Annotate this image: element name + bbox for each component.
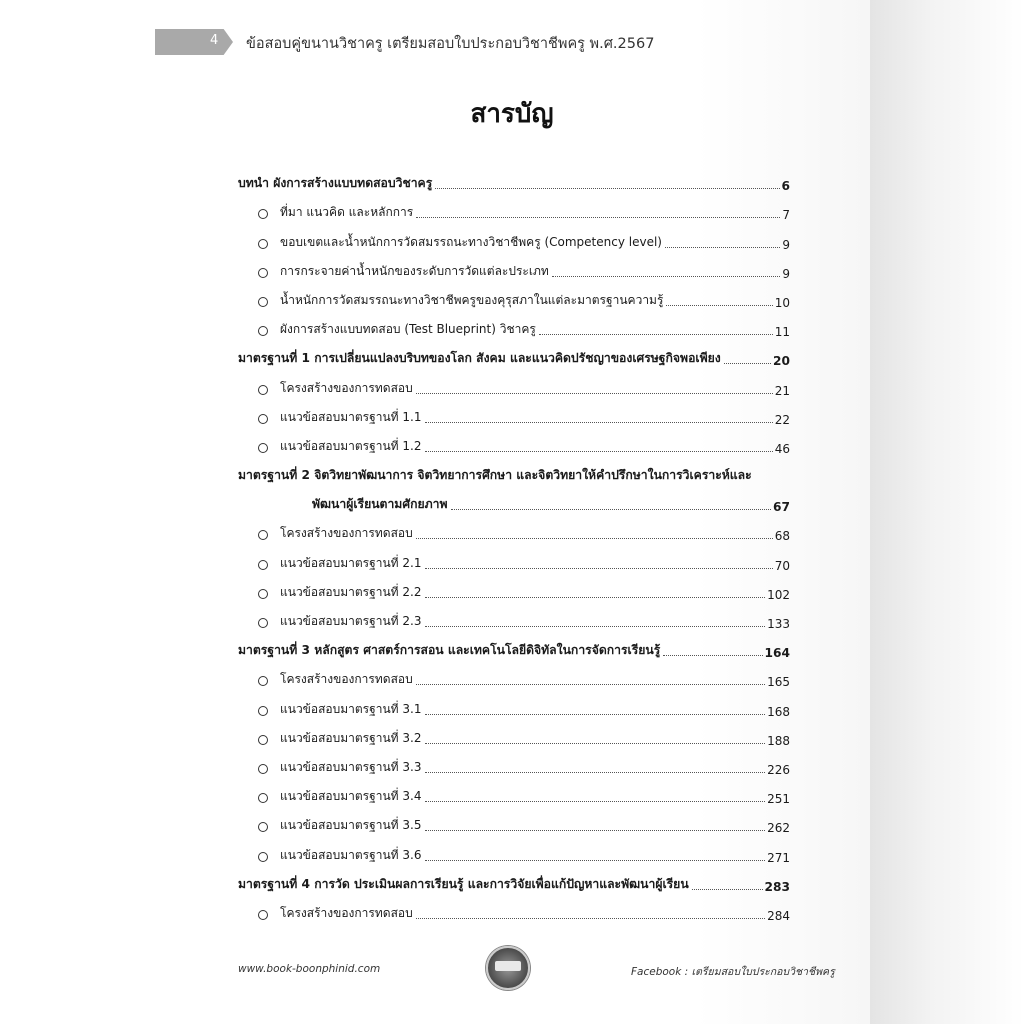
dot-leader	[425, 830, 766, 831]
footer-website: www.book-boonphinid.com	[238, 963, 381, 975]
toc-entry-page: 164	[764, 646, 790, 661]
circle-bullet-icon	[258, 239, 268, 249]
dot-leader	[665, 247, 780, 248]
dot-leader	[416, 217, 780, 218]
dot-leader	[425, 860, 766, 861]
toc-entry	[238, 485, 790, 514]
toc-entry-label: แนวข้อสอบมาตรฐานที่ 1.1	[280, 409, 422, 424]
toc-entry	[238, 339, 790, 368]
circle-bullet-icon	[258, 764, 268, 774]
circle-bullet-icon	[258, 209, 268, 219]
toc-entry-label: บทนำ ผังการสร้างแบบทดสอบวิชาครู	[238, 176, 433, 191]
toc-entry-label: ผังการสร้างแบบทดสอบ (Test Blueprint) วิชาครู	[280, 322, 536, 337]
dot-leader	[539, 334, 773, 335]
toc-entry	[238, 573, 790, 602]
toc-title: สารบัญ	[470, 99, 554, 129]
circle-bullet-icon	[258, 910, 268, 920]
toc-entry-label: ที่มา แนวคิด และหลักการ	[280, 205, 414, 220]
toc-entry-label: แนวข้อสอบมาตรฐานที่ 1.2	[280, 438, 422, 453]
circle-bullet-icon	[258, 326, 268, 336]
toc-entry	[238, 806, 790, 835]
toc-entry	[238, 894, 790, 923]
dot-leader	[416, 918, 765, 919]
toc-entry-page: 262	[767, 821, 790, 836]
dot-leader	[425, 597, 766, 598]
toc-entry-page: 68	[774, 529, 790, 544]
toc-entry-label: มาตรฐานที่ 2 จิตวิทยาพัฒนาการ จิตวิทยาการศึกษา และจิตวิทยาให้คำปรึกษาในการวิเคราะห์และ	[238, 468, 752, 483]
toc-entry	[238, 514, 790, 543]
toc-entry-page: 9	[782, 266, 790, 281]
dot-leader	[416, 393, 773, 394]
toc-entry-label: โครงสร้างของการทดสอบ	[280, 526, 413, 541]
toc-entry	[238, 543, 790, 572]
circle-bullet-icon	[258, 618, 268, 628]
circle-bullet-icon	[258, 443, 268, 453]
circle-bullet-icon	[258, 793, 268, 803]
toc-entry	[238, 748, 790, 777]
dot-leader	[425, 451, 773, 452]
toc-entry-page: 11	[774, 325, 790, 340]
header-page-number: 4	[210, 33, 219, 48]
circle-bullet-icon	[258, 706, 268, 716]
circle-bullet-icon	[258, 268, 268, 278]
toc-entry-page: 226	[767, 762, 790, 777]
toc-entry-page: 10	[774, 295, 790, 310]
toc-entry	[238, 777, 790, 806]
toc-entry	[238, 222, 790, 251]
toc-entry	[238, 865, 790, 894]
seal-banner	[495, 961, 521, 971]
toc-entry-page: 22	[774, 412, 790, 427]
toc-entry	[238, 660, 790, 689]
dot-leader	[692, 889, 763, 890]
circle-bullet-icon	[258, 297, 268, 307]
toc-entry	[238, 602, 790, 631]
circle-bullet-icon	[258, 414, 268, 424]
dot-leader	[451, 509, 772, 510]
dot-leader	[425, 626, 766, 627]
toc-entry	[238, 398, 790, 427]
toc-entry	[238, 835, 790, 864]
toc-entry-label: แนวข้อสอบมาตรฐานที่ 3.6	[280, 847, 422, 862]
dot-leader	[724, 363, 771, 364]
toc-entry	[238, 252, 790, 281]
circle-bullet-icon	[258, 589, 268, 599]
toc-entry-page: 188	[767, 733, 790, 748]
toc-entry-label: แนวข้อสอบมาตรฐานที่ 3.5	[280, 818, 422, 833]
footer-facebook: Facebook : เตรียมสอบใบประกอบวิชาชีพครู	[631, 966, 835, 978]
circle-bullet-icon	[258, 852, 268, 862]
dot-leader	[663, 655, 762, 656]
circle-bullet-icon	[258, 676, 268, 686]
publisher-seal-icon	[486, 946, 530, 990]
toc-entry-label: แนวข้อสอบมาตรฐานที่ 2.2	[280, 584, 422, 599]
header-running-title: ข้อสอบคู่ขนานวิชาครู เตรียมสอบใบประกอบวิชาชีพครู พ.ศ.2567	[246, 36, 655, 52]
toc-entry	[238, 456, 790, 485]
toc-entry	[238, 164, 790, 193]
toc-entry-page: 7	[782, 208, 790, 223]
toc-entry	[238, 310, 790, 339]
dot-leader	[666, 305, 772, 306]
circle-bullet-icon	[258, 822, 268, 832]
toc-entry-label: แนวข้อสอบมาตรฐานที่ 2.1	[280, 555, 422, 570]
toc-entry-page: 21	[774, 383, 790, 398]
toc-entry-label: การกระจายค่าน้ำหนักของระดับการวัดแต่ละประเภท	[280, 263, 549, 278]
toc-entry-label: โครงสร้างของการทดสอบ	[280, 380, 413, 395]
toc-entry	[238, 281, 790, 310]
toc-entry	[238, 689, 790, 718]
circle-bullet-icon	[258, 530, 268, 540]
toc-entry-label: มาตรฐานที่ 3 หลักสูตร ศาสตร์การสอน และเทคโนโลยีดิจิทัลในการจัดการเรียนรู้	[238, 643, 661, 658]
dot-leader	[425, 568, 773, 569]
toc-entry-page: 284	[767, 908, 790, 923]
toc-entry	[238, 631, 790, 660]
toc-entry-label: น้ำหนักการวัดสมรรถนะทางวิชาชีพครูของคุรุสภาในแต่ละมาตรฐานความรู้	[280, 292, 664, 307]
dot-leader	[425, 743, 766, 744]
toc-entry-label: แนวข้อสอบมาตรฐานที่ 3.2	[280, 730, 422, 745]
page-edge-shadow	[870, 0, 1024, 1024]
toc-entry-page: 20	[773, 354, 790, 369]
toc-entry-label: แนวข้อสอบมาตรฐานที่ 2.3	[280, 614, 422, 628]
circle-bullet-icon	[258, 735, 268, 745]
toc-entry-page: 67	[773, 500, 790, 515]
dot-leader	[435, 188, 779, 189]
toc-entry	[238, 427, 790, 456]
toc-entry-page: 102	[767, 587, 790, 602]
toc-entry-label: โครงสร้างของการทดสอบ	[280, 672, 413, 687]
dot-leader	[552, 276, 781, 277]
toc-entry-page: 251	[767, 792, 790, 807]
toc-entry-page: 6	[781, 179, 790, 194]
toc-entry-label: แนวข้อสอบมาตรฐานที่ 3.3	[280, 759, 422, 774]
toc-entry-page: 70	[774, 558, 790, 573]
toc-entry-page: 168	[767, 704, 790, 719]
toc-entry-label: พัฒนาผู้เรียนตามศักยภาพ	[312, 497, 448, 512]
toc-entry	[238, 719, 790, 748]
toc-entry-page: 271	[767, 850, 790, 865]
circle-bullet-icon	[258, 385, 268, 395]
dot-leader	[416, 538, 773, 539]
toc-entry-page: 283	[764, 879, 790, 894]
toc-entry	[238, 368, 790, 397]
dot-leader	[416, 684, 765, 685]
toc-entry-page: 133	[767, 617, 790, 631]
header-page-tab	[155, 29, 233, 55]
table-of-contents	[238, 164, 790, 923]
toc-entry-label: ขอบเขตและน้ำหนักการวัดสมรรถนะทางวิชาชีพครู (Competency level)	[280, 234, 662, 249]
toc-entry-label: โครงสร้างของการทดสอบ	[280, 905, 413, 920]
toc-entry-label: มาตรฐานที่ 1 การเปลี่ยนแปลงบริบทของโลก สังคม และแนวคิดปรัชญาของเศรษฐกิจพอเพียง	[238, 351, 721, 366]
dot-leader	[425, 714, 766, 715]
toc-entry-label: แนวข้อสอบมาตรฐานที่ 3.4	[280, 789, 422, 804]
toc-entry-label: แนวข้อสอบมาตรฐานที่ 3.1	[280, 701, 422, 716]
dot-leader	[425, 422, 773, 423]
toc-entry-page: 46	[774, 441, 790, 456]
dot-leader	[425, 801, 766, 802]
toc-entry	[238, 193, 790, 222]
toc-entry-page: 165	[767, 675, 790, 690]
toc-entry-page: 9	[782, 237, 790, 252]
circle-bullet-icon	[258, 560, 268, 570]
dot-leader	[425, 772, 766, 773]
toc-entry-label: มาตรฐานที่ 4 การวัด ประเมินผลการเรียนรู้ และการวิจัยเพื่อแก้ปัญหาและพัฒนาผู้เรียน	[238, 876, 689, 891]
